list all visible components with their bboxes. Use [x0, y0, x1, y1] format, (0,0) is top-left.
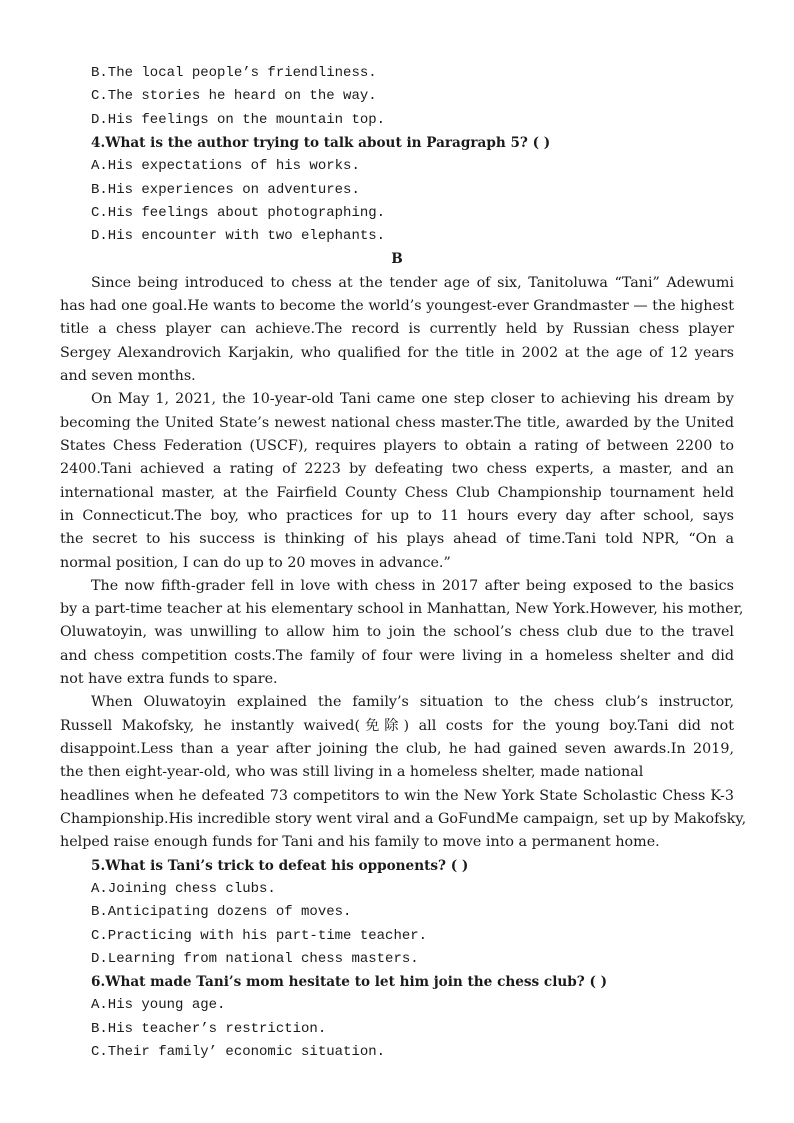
passage-line: States Chess Federation (USCF), requires players to obtain a rating of between 2200 to	[60, 438, 734, 454]
passage-line: Oluwatoyin, was unwilling to allow him to join the school’s chess club due to the travel	[60, 624, 734, 640]
passage-line: Russell Makofsky, he instantly waived(免除) all costs for the young boy.Tani did not	[60, 718, 734, 734]
passage-line: Since being introduced to chess at the tender age of six, Tanitoluwa “Tani” Adewumi	[91, 275, 734, 291]
section-heading: B	[391, 251, 403, 267]
passage-line: has had one goal.He wants to become the world’s youngest-ever Grandmaster — the highest	[60, 298, 734, 314]
passage-line: Sergey Alexandrovich Karjakin, who qualified for the title in 2002 at the age of 12 years	[60, 345, 734, 361]
passage-line: and seven months.	[60, 368, 196, 384]
q6-option-c: C.Their family’ economic situation.	[91, 1044, 386, 1060]
q5-option-c: C.Practicing with his part-time teacher.	[91, 928, 428, 944]
q5-option-d: D.Learning from national chess masters.	[91, 951, 419, 967]
passage-line: 2400.Tani achieved a rating of 2223 by defeating two chess experts, a master, and an	[60, 461, 734, 477]
q4-question: 4.What is the author trying to talk about in Paragraph 5? ( )	[91, 135, 551, 151]
passage-line: On May 1, 2021, the 10-year-old Tani came one step closer to achieving his dream by	[91, 391, 734, 407]
passage-line: the secret to his success is thinking of his plays ahead of time.Tani told NPR, “On a	[60, 531, 734, 547]
q3-option-d: D.His feelings on the mountain top.	[91, 112, 386, 128]
passage-line: Championship.His incredible story went viral and a GoFundMe campaign, set up by Makofsky,	[60, 811, 747, 827]
q6-option-a: A.His young age.	[91, 997, 226, 1013]
q4-option-c: C.His feelings about photographing.	[91, 205, 386, 221]
passage-line: The now fifth-grader fell in love with chess in 2017 after being exposed to the basics	[91, 578, 734, 594]
passage-line: title a chess player can achieve.The record is currently held by Russian chess player	[60, 321, 734, 337]
q3-option-c: C.The stories he heard on the way.	[91, 88, 377, 104]
q6-question: 6.What made Tani’s mom hesitate to let him join the chess club? ( )	[91, 974, 608, 990]
passage-line: When Oluwatoyin explained the family’s situation to the chess club’s instructor,	[91, 694, 734, 710]
q5-option-a: A.Joining chess clubs.	[91, 881, 276, 897]
passage-line: international master, at the Fairfield County Chess Club Championship tournament held	[60, 485, 734, 501]
passage-line: not have extra funds to spare.	[60, 671, 278, 687]
passage-line: and chess competition costs.The family of four were living in a homeless shelter and did	[60, 648, 734, 664]
q4-option-b: B.His experiences on adventures.	[91, 182, 360, 198]
q4-option-a: A.His expectations of his works.	[91, 158, 360, 174]
q3-option-b: B.The local people’s friendliness.	[91, 65, 377, 81]
q6-option-b: B.His teacher’s restriction.	[91, 1021, 327, 1037]
passage-line: becoming the United State’s newest national chess master.The title, awarded by the United	[60, 415, 734, 431]
q5-option-b: B.Anticipating dozens of moves.	[91, 904, 352, 920]
passage-line: normal position, I can do up to 20 moves in advance.”	[60, 555, 451, 571]
q5-question: 5.What is Tani’s trick to defeat his opponents? ( )	[91, 858, 469, 874]
passage-line: in Connecticut.The boy, who practices for up to 11 hours every day after school, says	[60, 508, 734, 524]
passage-line: headlines when he defeated 73 competitors to win the New York State Scholastic Chess K-3	[60, 788, 734, 804]
passage-line: disappoint.Less than a year after joining the club, he had gained seven awards.In 2019,	[60, 741, 734, 757]
passage-line: by a part-time teacher at his elementary school in Manhattan, New York.However, his mother,	[60, 601, 744, 617]
q4-option-d: D.His encounter with two elephants.	[91, 228, 386, 244]
passage-line: helped raise enough funds for Tani and his family to move into a permanent home.	[60, 834, 660, 850]
passage-line: the then eight-year-old, who was still living in a homeless shelter, made national	[60, 764, 644, 780]
